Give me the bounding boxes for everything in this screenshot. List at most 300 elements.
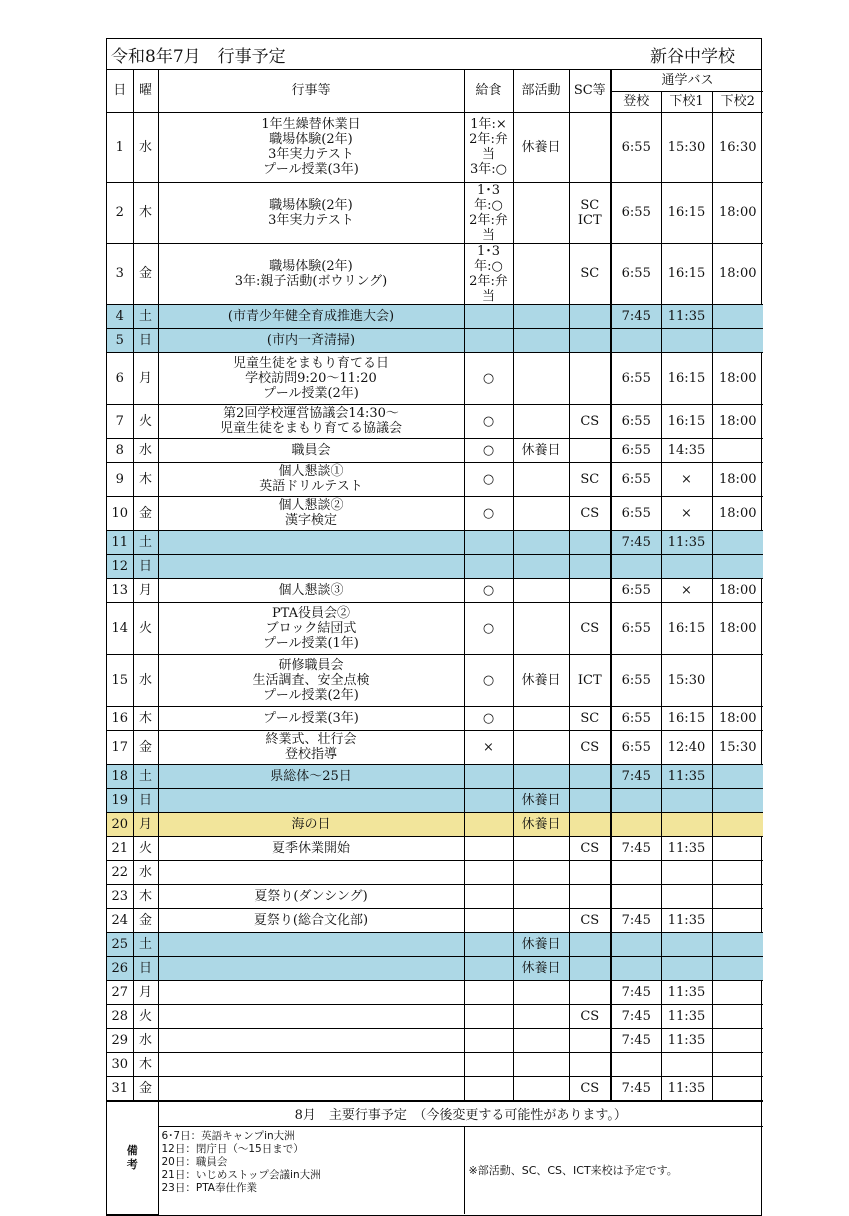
- club-cell: [513, 243, 569, 304]
- schedule-row: [107, 602, 763, 654]
- bus-back2-cell: [712, 788, 763, 812]
- day-cell: 3: [107, 243, 133, 304]
- bus-back2-cell: 18:00: [712, 706, 763, 730]
- events-cell: [158, 304, 464, 328]
- bus-back1-cell: 11:35: [661, 1004, 712, 1028]
- lunch-cell: ○: [464, 654, 513, 706]
- event-line: 登校指導: [284, 747, 337, 762]
- bus-back1-cell: [661, 860, 712, 884]
- lunch-cell: ○: [464, 352, 513, 404]
- bus-go-cell: 6:55: [611, 578, 661, 602]
- bus-back1-cell: ×: [661, 462, 712, 496]
- event-line: 生活調査、安全点検: [252, 672, 370, 688]
- bus-go-cell: 6:55: [611, 404, 661, 438]
- club-cell: [513, 304, 569, 328]
- lunch-cell: [464, 1004, 513, 1028]
- bus-back2-cell: [712, 884, 763, 908]
- school-name: 新谷中学校: [650, 47, 735, 67]
- lunch-cell: [464, 112, 513, 182]
- lunch-cell: [464, 980, 513, 1004]
- bus-back2-cell: 18:00: [712, 462, 763, 496]
- schedule-row: [107, 788, 763, 812]
- sc-cell: [569, 764, 611, 788]
- bus-back1-cell: [661, 788, 712, 812]
- schedule-row: [107, 836, 763, 860]
- bus-back1-cell: 16:15: [661, 352, 712, 404]
- events-cell: [158, 788, 464, 812]
- weekday-cell: 水: [133, 860, 158, 884]
- august-item: 23日：PTA奉仕作業: [161, 1181, 257, 1194]
- weekday-cell: 日: [133, 554, 158, 578]
- weekday-cell: 火: [133, 602, 158, 654]
- event-line: (市青少年健全育成推進大会): [227, 308, 395, 324]
- weekday-cell: 火: [133, 404, 158, 438]
- sc-cell: [569, 1076, 611, 1100]
- weekday-cell: 土: [133, 304, 158, 328]
- bus-back2-cell: [712, 812, 763, 836]
- sc-cell: [569, 496, 611, 530]
- day-cell: 2: [107, 182, 133, 243]
- event-line: 児童生徒をまもり育てる日: [232, 355, 389, 371]
- sc-cell: [569, 404, 611, 438]
- sc-value: SC: [580, 471, 600, 487]
- bus-back1-cell: 16:15: [661, 182, 712, 243]
- sc-cell: [569, 578, 611, 602]
- weekday-cell: 水: [133, 112, 158, 182]
- bus-back1-cell: 11:35: [661, 1076, 712, 1100]
- sc-cell: [569, 654, 611, 706]
- schedule-row: [107, 496, 763, 530]
- bus-back2-cell: [712, 438, 763, 462]
- weekday-cell: 日: [133, 956, 158, 980]
- bus-back2-cell: [712, 1076, 763, 1100]
- header-day: 日: [107, 70, 133, 112]
- event-line: プール授業(2年): [263, 385, 359, 401]
- schedule-row: [107, 730, 763, 764]
- page-title: 令和8年7月 行事予定: [111, 47, 286, 67]
- bus-go-cell: [611, 554, 661, 578]
- event-line: 終業式、壮行会: [265, 732, 357, 747]
- lunch-cell: [464, 1052, 513, 1076]
- event-line: 3年:親子活動(ボウリング): [234, 273, 388, 289]
- club-cell: [513, 764, 569, 788]
- club-cell: [513, 836, 569, 860]
- sc-cell: [569, 1028, 611, 1052]
- lunch-cell: [464, 860, 513, 884]
- events-cell: [158, 438, 464, 462]
- lunch-cell: [464, 812, 513, 836]
- bus-back2-cell: 15:30: [712, 730, 763, 764]
- bus-go-cell: [611, 328, 661, 352]
- lunch-cell: [464, 908, 513, 932]
- schedule-row: [107, 1076, 763, 1100]
- bus-back2-cell: [712, 836, 763, 860]
- lunch-cell: [464, 836, 513, 860]
- events-cell: [158, 706, 464, 730]
- sc-cell: [569, 438, 611, 462]
- lunch-note: 1･3年:○: [474, 182, 503, 213]
- weekday-cell: 金: [133, 908, 158, 932]
- bus-back2-cell: [712, 908, 763, 932]
- weekday-cell: 土: [133, 764, 158, 788]
- bus-back2-cell: 18:00: [712, 602, 763, 654]
- header-bus: 通学バス: [611, 70, 763, 91]
- bus-go-cell: 7:45: [611, 1004, 661, 1028]
- bus-go-cell: 6:55: [611, 602, 661, 654]
- bus-back1-cell: 11:35: [661, 836, 712, 860]
- events-cell: [158, 654, 464, 706]
- bus-back1-cell: 16:15: [661, 243, 712, 304]
- schedule-row: [107, 860, 763, 884]
- club-cell: [513, 602, 569, 654]
- lunch-cell: ○: [464, 496, 513, 530]
- bus-back1-cell: [661, 554, 712, 578]
- bus-back2-cell: [712, 654, 763, 706]
- bus-go-cell: [611, 788, 661, 812]
- bus-go-cell: 7:45: [611, 764, 661, 788]
- event-line: プール授業(3年): [263, 710, 359, 726]
- weekday-cell: 水: [133, 1028, 158, 1052]
- event-line: 職員会: [291, 442, 331, 458]
- club-cell: 休養日: [513, 932, 569, 956]
- sc-cell: [569, 956, 611, 980]
- lunch-note: 2年:弁当: [469, 132, 508, 162]
- day-cell: 12: [107, 554, 133, 578]
- schedule-row: [107, 352, 763, 404]
- events-cell: [158, 602, 464, 654]
- sc-value: CS: [580, 620, 600, 636]
- bus-back2-cell: [712, 304, 763, 328]
- club-cell: 休養日: [513, 812, 569, 836]
- event-line: 夏祭り(ダンシング): [254, 888, 368, 904]
- bus-back1-cell: 16:15: [661, 404, 712, 438]
- lunch-cell: ○: [464, 578, 513, 602]
- sc-cell: [569, 328, 611, 352]
- lunch-cell: ○: [464, 602, 513, 654]
- lunch-cell: [464, 956, 513, 980]
- club-cell: [513, 1076, 569, 1100]
- day-cell: 29: [107, 1028, 133, 1052]
- event-line: 英語ドリルテスト: [259, 479, 363, 494]
- day-cell: 19: [107, 788, 133, 812]
- schedule-row: [107, 1004, 763, 1028]
- schedule-row: [107, 554, 763, 578]
- lunch-note: 3年:○: [470, 162, 507, 177]
- schedule-row: [107, 404, 763, 438]
- weekday-cell: 木: [133, 706, 158, 730]
- events-cell: [158, 1052, 464, 1076]
- weekday-cell: 火: [133, 1004, 158, 1028]
- bus-back2-cell: [712, 860, 763, 884]
- day-cell: 15: [107, 654, 133, 706]
- remarks-table: [107, 1101, 763, 1215]
- lunch-cell: [464, 1076, 513, 1100]
- events-cell: [158, 764, 464, 788]
- sc-cell: [569, 980, 611, 1004]
- schedule-note: ※部活動、SC、CS、ICT来校は予定です。: [464, 1126, 763, 1214]
- club-cell: [513, 554, 569, 578]
- sc-value: CS: [580, 739, 600, 755]
- schedule-row: [107, 884, 763, 908]
- schedule-row: [107, 956, 763, 980]
- club-cell: 休養日: [513, 654, 569, 706]
- bus-back1-cell: 12:40: [661, 730, 712, 764]
- event-line: 3年実力テスト: [268, 147, 354, 162]
- title-row: [107, 39, 761, 70]
- august-item: 12日：閉庁日（～15日まで）: [161, 1142, 304, 1155]
- club-cell: [513, 328, 569, 352]
- sc-cell: [569, 112, 611, 182]
- club-cell: [513, 496, 569, 530]
- sc-value: CS: [580, 1008, 600, 1024]
- event-line: 3年実力テスト: [268, 212, 354, 228]
- bus-go-cell: 6:55: [611, 706, 661, 730]
- event-line: 第2回学校運営協議会14:30～: [223, 406, 399, 421]
- bus-go-cell: [611, 812, 661, 836]
- events-cell: [158, 1028, 464, 1052]
- lunch-cell: [464, 530, 513, 554]
- events-cell: [158, 352, 464, 404]
- header-bus-back2: 下校2: [712, 91, 763, 112]
- day-cell: 11: [107, 530, 133, 554]
- event-line: 学校訪問9:20～11:20: [245, 370, 377, 386]
- weekday-cell: 月: [133, 812, 158, 836]
- lunch-note: 1年:×: [470, 117, 507, 132]
- events-cell: [158, 980, 464, 1004]
- sc-cell: [569, 530, 611, 554]
- lunch-cell: ○: [464, 706, 513, 730]
- event-line: プール授業(3年): [263, 162, 359, 177]
- bus-back1-cell: 15:30: [661, 112, 712, 182]
- header-events: 行事等: [158, 70, 464, 112]
- club-cell: [513, 1052, 569, 1076]
- schedule-row: [107, 304, 763, 328]
- events-cell: [158, 1004, 464, 1028]
- club-cell: [513, 1028, 569, 1052]
- lunch-cell: [464, 788, 513, 812]
- schedule-row: [107, 706, 763, 730]
- weekday-cell: 土: [133, 530, 158, 554]
- bus-back1-cell: 11:35: [661, 764, 712, 788]
- day-cell: 5: [107, 328, 133, 352]
- events-cell: [158, 908, 464, 932]
- event-line: 職場体験(2年): [269, 132, 353, 147]
- header-club: 部活動: [513, 70, 569, 112]
- bus-go-cell: 6:55: [611, 352, 661, 404]
- club-cell: [513, 578, 569, 602]
- events-cell: [158, 932, 464, 956]
- events-cell: [158, 404, 464, 438]
- events-cell: [158, 462, 464, 496]
- schedule-row: [107, 578, 763, 602]
- events-cell: [158, 812, 464, 836]
- weekday-cell: 月: [133, 578, 158, 602]
- weekday-cell: 金: [133, 243, 158, 304]
- bus-back2-cell: [712, 530, 763, 554]
- august-item: 21日：いじめストップ会議in大洲: [161, 1168, 321, 1181]
- lunch-cell: ×: [464, 730, 513, 764]
- event-line: 漢字検定: [284, 513, 337, 528]
- schedule-row: [107, 812, 763, 836]
- august-list: [158, 1126, 464, 1214]
- day-cell: 27: [107, 980, 133, 1004]
- schedule-row: [107, 1052, 763, 1076]
- bus-back2-cell: 18:00: [712, 243, 763, 304]
- bus-back1-cell: 11:35: [661, 908, 712, 932]
- remarks-label-2: 考: [126, 1157, 138, 1171]
- events-cell: [158, 496, 464, 530]
- weekday-cell: 木: [133, 1052, 158, 1076]
- bus-back1-cell: 11:35: [661, 304, 712, 328]
- event-line: 夏祭り(総合文化部): [253, 912, 369, 928]
- weekday-cell: 金: [133, 1076, 158, 1100]
- schedule-row: [107, 908, 763, 932]
- weekday-cell: 日: [133, 328, 158, 352]
- weekday-cell: 木: [133, 182, 158, 243]
- bus-back1-cell: [661, 884, 712, 908]
- august-item: 6･7日：英語キャンプin大洲: [161, 1129, 295, 1142]
- day-cell: 18: [107, 764, 133, 788]
- lunch-cell: [464, 182, 513, 243]
- sc-cell: [569, 243, 611, 304]
- bus-back2-cell: [712, 554, 763, 578]
- bus-back2-cell: 18:00: [712, 182, 763, 243]
- august-heading: 8月 主要行事予定 （今後変更する可能性があります。）: [158, 1101, 763, 1126]
- day-cell: 20: [107, 812, 133, 836]
- bus-go-cell: 6:55: [611, 496, 661, 530]
- sc-value: CS: [580, 413, 600, 429]
- lunch-note: 2年:弁当: [469, 212, 508, 243]
- lunch-cell: [464, 328, 513, 352]
- bus-go-cell: 6:55: [611, 438, 661, 462]
- bus-back2-cell: [712, 956, 763, 980]
- club-cell: [513, 980, 569, 1004]
- bus-back1-cell: 11:35: [661, 1028, 712, 1052]
- schedule-row: [107, 438, 763, 462]
- event-line: 個人懇談③: [278, 582, 344, 598]
- club-cell: [513, 404, 569, 438]
- bus-back2-cell: 18:00: [712, 352, 763, 404]
- sc-value: CS: [580, 1080, 600, 1096]
- events-cell: [158, 1076, 464, 1100]
- remarks-label: [107, 1101, 158, 1214]
- weekday-cell: 日: [133, 788, 158, 812]
- events-cell: [158, 530, 464, 554]
- schedule-row: [107, 530, 763, 554]
- lunch-cell: [464, 884, 513, 908]
- sc-cell: [569, 706, 611, 730]
- bus-go-cell: [611, 860, 661, 884]
- sc-cell: [569, 788, 611, 812]
- schedule-row: [107, 328, 763, 352]
- bus-go-cell: 7:45: [611, 304, 661, 328]
- schedule-row: [107, 243, 763, 304]
- event-line: ブロック結団式: [265, 620, 357, 636]
- bus-back2-cell: [712, 328, 763, 352]
- bus-go-cell: 6:55: [611, 112, 661, 182]
- bus-back2-cell: 16:30: [712, 112, 763, 182]
- sc-value: CS: [580, 505, 600, 521]
- lunch-cell: [464, 304, 513, 328]
- events-cell: [158, 554, 464, 578]
- club-cell: 休養日: [513, 112, 569, 182]
- club-cell: [513, 706, 569, 730]
- events-cell: [158, 956, 464, 980]
- sc-cell: [569, 602, 611, 654]
- day-cell: 6: [107, 352, 133, 404]
- day-cell: 10: [107, 496, 133, 530]
- event-line: 海の日: [291, 816, 331, 832]
- sc-cell: [569, 1052, 611, 1076]
- club-cell: [513, 1004, 569, 1028]
- weekday-cell: 水: [133, 654, 158, 706]
- sc-value: SC: [580, 197, 600, 213]
- bus-go-cell: 7:45: [611, 836, 661, 860]
- bus-back1-cell: [661, 328, 712, 352]
- bus-go-cell: 7:45: [611, 980, 661, 1004]
- schedule-row: [107, 1028, 763, 1052]
- bus-go-cell: [611, 884, 661, 908]
- sc-value: CS: [580, 912, 600, 928]
- day-cell: 23: [107, 884, 133, 908]
- header-bus-back1: 下校1: [661, 91, 712, 112]
- bus-back2-cell: 18:00: [712, 404, 763, 438]
- club-cell: 休養日: [513, 788, 569, 812]
- sc-cell: [569, 182, 611, 243]
- events-cell: [158, 578, 464, 602]
- sc-cell: [569, 812, 611, 836]
- events-cell: [158, 328, 464, 352]
- event-line: (市内一斉清掃): [266, 332, 356, 348]
- bus-back2-cell: [712, 980, 763, 1004]
- schedule-row: [107, 112, 763, 182]
- bus-go-cell: 7:45: [611, 530, 661, 554]
- event-line: 夏季休業開始: [271, 840, 350, 856]
- day-cell: 1: [107, 112, 133, 182]
- day-cell: 17: [107, 730, 133, 764]
- bus-go-cell: [611, 932, 661, 956]
- weekday-cell: 土: [133, 932, 158, 956]
- schedule-row: [107, 932, 763, 956]
- bus-back1-cell: 11:35: [661, 980, 712, 1004]
- bus-go-cell: 7:45: [611, 1028, 661, 1052]
- sc-cell: [569, 462, 611, 496]
- lunch-cell: ○: [464, 404, 513, 438]
- sc-cell: [569, 1004, 611, 1028]
- schedule-row: [107, 764, 763, 788]
- club-cell: [513, 182, 569, 243]
- sc-cell: [569, 554, 611, 578]
- sc-cell: [569, 884, 611, 908]
- bus-back1-cell: [661, 812, 712, 836]
- bus-back1-cell: ×: [661, 578, 712, 602]
- schedule-row: [107, 654, 763, 706]
- weekday-cell: 木: [133, 462, 158, 496]
- event-line: 職場体験(2年): [269, 258, 353, 274]
- club-cell: [513, 884, 569, 908]
- day-cell: 26: [107, 956, 133, 980]
- event-line: PTA役員会②: [271, 605, 351, 621]
- weekday-cell: 火: [133, 836, 158, 860]
- sc-value: ICT: [577, 212, 602, 228]
- bus-back1-cell: 15:30: [661, 654, 712, 706]
- bus-go-cell: [611, 956, 661, 980]
- day-cell: 8: [107, 438, 133, 462]
- sc-cell: [569, 836, 611, 860]
- club-cell: 休養日: [513, 956, 569, 980]
- lunch-cell: [464, 243, 513, 304]
- day-cell: 28: [107, 1004, 133, 1028]
